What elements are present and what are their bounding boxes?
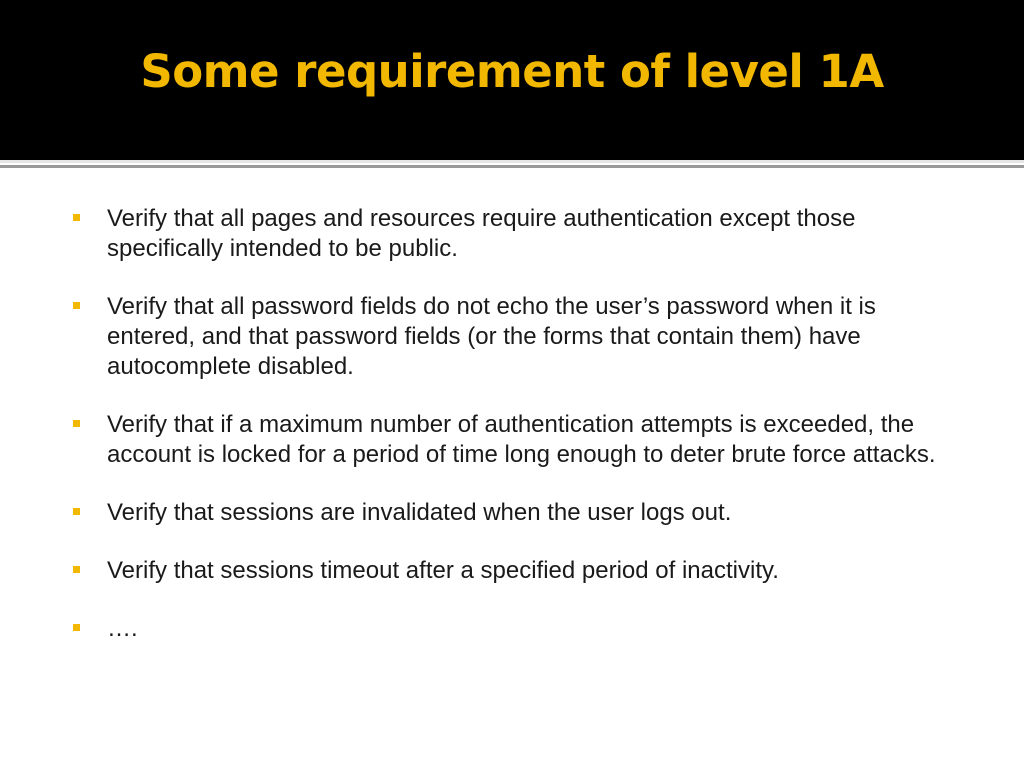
title-divider-light	[0, 160, 1024, 163]
square-bullet-icon	[73, 508, 80, 515]
bullet-text: ….	[107, 615, 138, 642]
bullet-item	[72, 410, 952, 470]
bullet-item	[72, 204, 952, 264]
square-bullet-icon	[73, 624, 80, 631]
bullet-text: Verify that if a maximum number of authentication attempts is exceeded, the account is locked for a period of time long enough to deter brute force attacks.	[107, 411, 936, 468]
bullet-list	[72, 204, 952, 672]
bullet-item	[72, 556, 952, 586]
title-divider-dark	[0, 165, 1024, 168]
square-bullet-icon	[73, 420, 80, 427]
square-bullet-icon	[73, 302, 80, 309]
bullet-text: Verify that sessions are invalidated when the user logs out.	[107, 499, 732, 526]
bullet-text: Verify that sessions timeout after a specified period of inactivity.	[107, 557, 779, 584]
bullet-item	[72, 614, 952, 644]
bullet-item	[72, 498, 952, 528]
bullet-item	[72, 292, 952, 382]
square-bullet-icon	[73, 566, 80, 573]
slide-title: Some requirement of level 1A	[140, 44, 884, 98]
bullet-text: Verify that all password fields do not echo the user’s password when it is entered, and that password fields (or the forms that contain them) have autocomplete disabled.	[107, 293, 876, 380]
bullet-text: Verify that all pages and resources require authentication except those specifically intended to be public.	[107, 205, 856, 262]
square-bullet-icon	[73, 214, 80, 221]
